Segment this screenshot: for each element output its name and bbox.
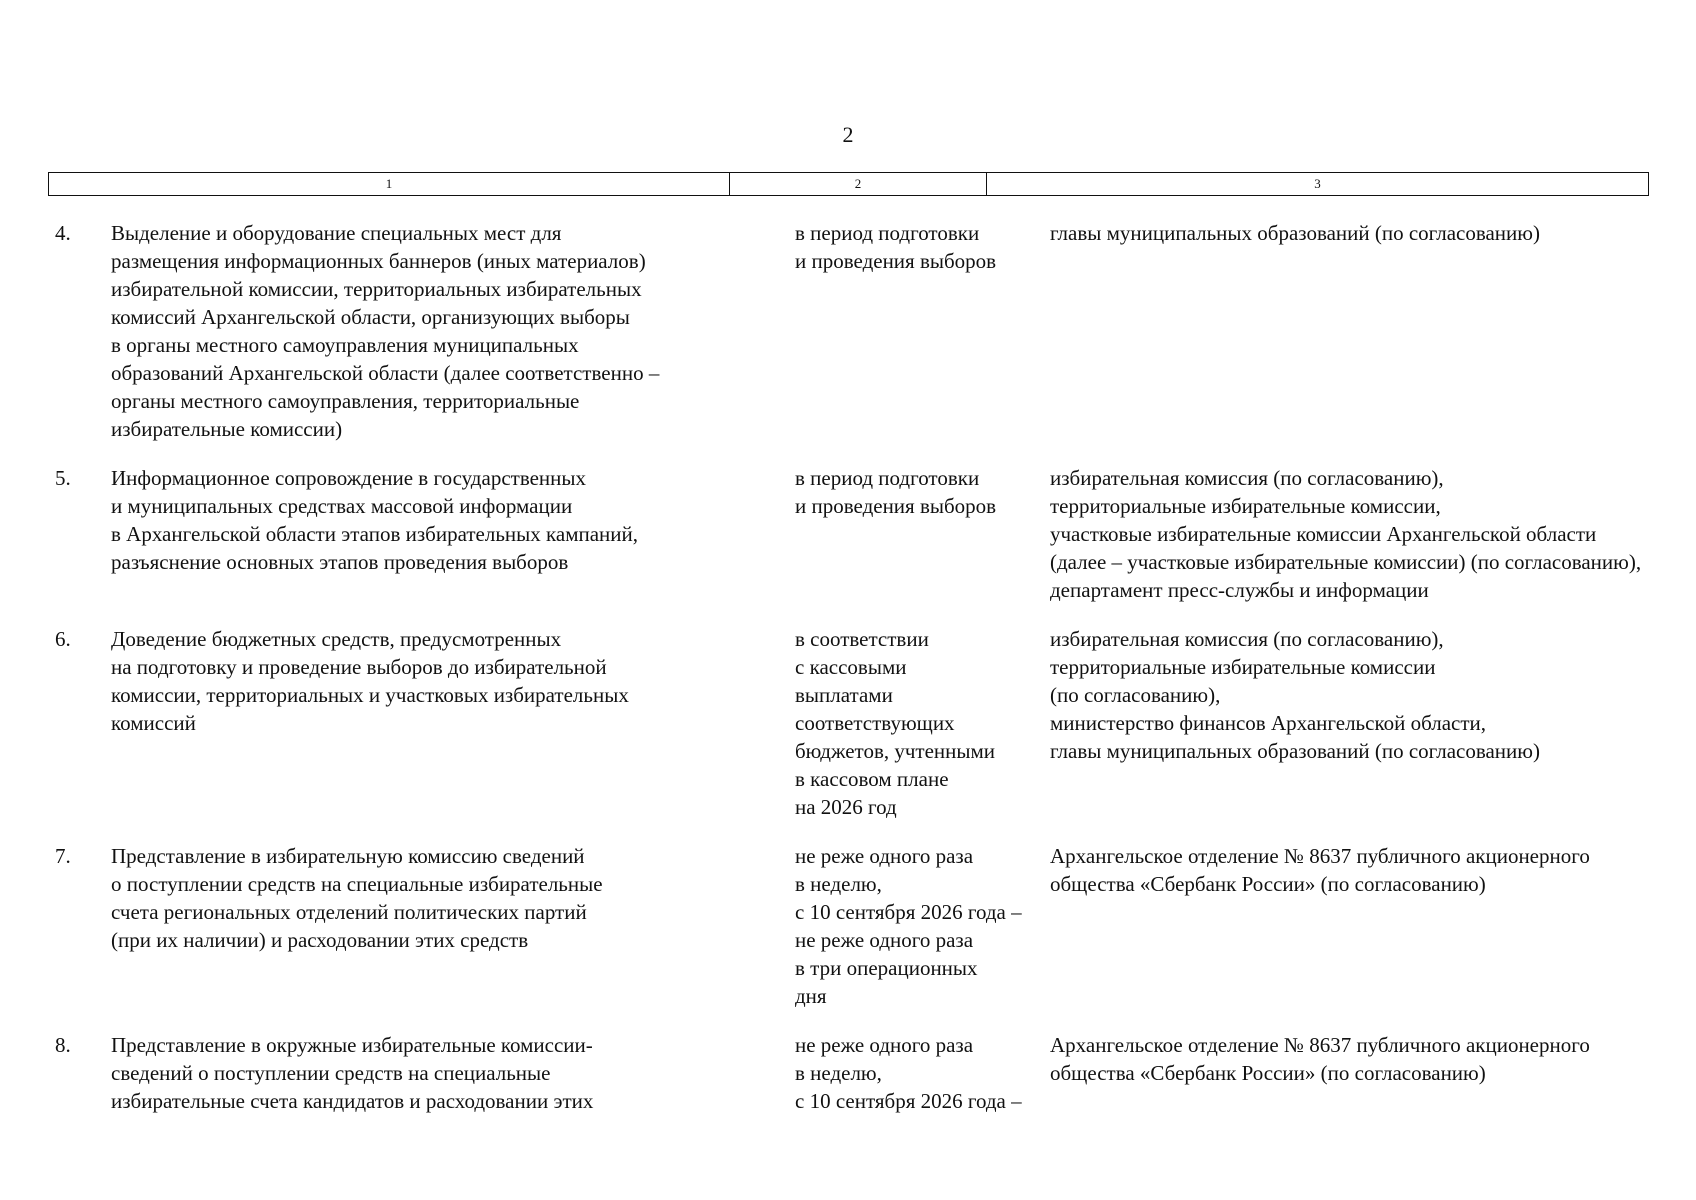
row-term: не реже одного раза в неделю, с 10 сентября 2026 года – xyxy=(795,1033,1022,1113)
row-term: не реже одного раза в неделю, с 10 сентября 2026 года – не реже одного раза в три операционных дня xyxy=(795,844,1022,1008)
row-responsible: главы муниципальных образований (по согласованию) xyxy=(1050,221,1540,245)
column-header-2: 2 xyxy=(730,173,987,195)
column-header-1: 1 xyxy=(49,173,730,195)
row-task: Доведение бюджетных средств, предусмотренных на подготовку и проведение выборов до избирательной комиссии, территориальных и участковых избирательных комиссий xyxy=(111,627,629,735)
table-row xyxy=(0,625,1696,821)
row-task: Представление в окружные избирательные комиссии- сведений о поступлении средств на специальные избирательные счета кандидатов и расходовании этих xyxy=(111,1033,594,1113)
row-number: 4. xyxy=(55,221,71,245)
table-row xyxy=(0,219,1696,443)
row-task: Выделение и оборудование специальных мест для размещения информационных баннеров (иных материалов) избирательной комиссии, территориальных избирательных комиссий Архангельской области, организующих выборы в органы местного самоуправления муниципальных образований Архангельской области (далее соответственно – органы местного самоуправления, территориальные избирательные комиссии) xyxy=(111,221,660,441)
row-number: 5. xyxy=(55,466,71,490)
row-task: Информационное сопровождение в государственных и муниципальных средствах массовой информации в Архангельской области этапов избирательных кампаний, разъяснение основных этапов проведения выборов xyxy=(111,466,639,574)
row-term: в период подготовки и проведения выборов xyxy=(795,466,997,518)
row-term: в период подготовки и проведения выборов xyxy=(795,221,997,273)
column-number-header xyxy=(48,172,1649,196)
row-responsible: избирательная комиссия (по согласованию), территориальные избирательные комиссии (по согласованию), министерство финансов Архангельской области, главы муниципальных образований (по согласованию) xyxy=(1050,627,1540,763)
table-row xyxy=(0,842,1696,1010)
column-header-3: 3 xyxy=(1314,176,1321,191)
row-responsible: Архангельское отделение № 8637 публичного акционерного общества «Сбербанк России» (по согласованию) xyxy=(1050,1033,1590,1085)
row-number: 8. xyxy=(55,1033,71,1057)
table-row xyxy=(0,464,1696,604)
row-number: 7. xyxy=(55,844,71,868)
row-term: в соответствии с кассовыми выплатами соответствующих бюджетов, учтенными в кассовом плане на 2026 год xyxy=(795,627,996,819)
row-responsible: Архангельское отделение № 8637 публичного акционерного общества «Сбербанк России» (по согласованию) xyxy=(1050,844,1590,896)
row-task: Представление в избирательную комиссию сведений о поступлении средств на специальные избирательные счета региональных отделений политических партий (при их наличии) и расходовании этих средств xyxy=(111,844,603,952)
row-number: 6. xyxy=(55,627,71,651)
table-row xyxy=(0,1031,1696,1115)
table-body xyxy=(0,219,1696,1136)
row-responsible: избирательная комиссия (по согласованию), территориальные избирательные комиссии, участковые избирательные комиссии Архангельской области (далее – участковые избирательные комиссии) (по согласованию), департамент пресс-службы и информации xyxy=(1050,466,1642,602)
page-number: 2 xyxy=(842,122,854,147)
